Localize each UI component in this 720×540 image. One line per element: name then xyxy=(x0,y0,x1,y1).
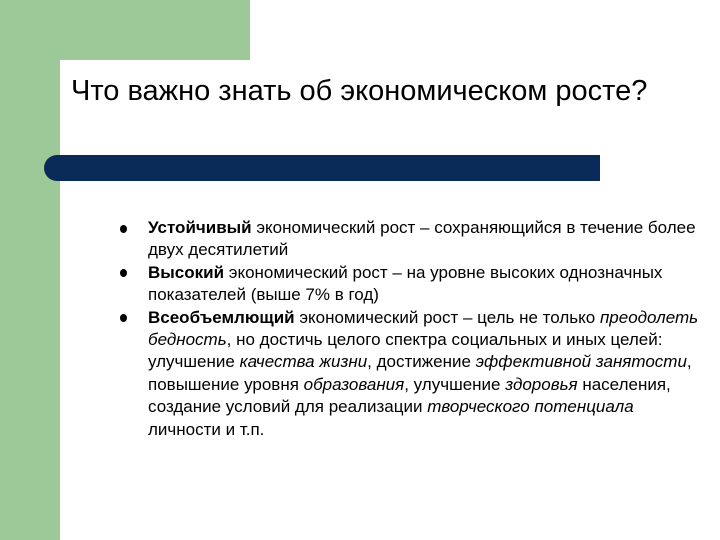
bullet-emphasis: образования xyxy=(303,374,405,394)
bullet-text: , повышение уровня xyxy=(148,352,692,394)
bullet-text: , улучшение xyxy=(404,374,506,394)
bullet-emphasis: преодолеть бедность xyxy=(148,307,699,350)
bullet-text: , но достичь целого спектра социальных и иных целей: улучшение xyxy=(148,330,663,372)
bullet-item-inclusive xyxy=(118,307,708,441)
bullet-item-high xyxy=(118,262,708,307)
bullet-text: экономический рост – сохраняющийся в течение более двух десятилетий xyxy=(148,218,696,260)
bullet-keyword: Устойчивый xyxy=(148,218,252,237)
bullet-emphasis: эффективной занятости xyxy=(475,352,687,372)
bullet-emphasis: творческого потенциала xyxy=(427,397,634,417)
bullet-list xyxy=(118,217,708,441)
bullet-dot-icon xyxy=(120,314,127,322)
decorative-green-strip-left xyxy=(0,0,60,540)
slide-title: Что важно знать об экономическом росте? xyxy=(71,75,648,107)
bullet-text: экономический рост – на уровне высоких однозначных показателей (выше 7% в год) xyxy=(148,262,663,305)
bullet-text: личности и т.п. xyxy=(148,419,265,439)
title-underline-bar xyxy=(44,155,600,181)
bullet-dot-icon xyxy=(120,225,127,233)
bullet-text: населения, создание условий для реализации xyxy=(148,374,671,417)
bullet-text: , достижение xyxy=(367,352,476,372)
bullet-item-sustainable xyxy=(118,217,708,262)
bullet-keyword: Всеобъемлющий xyxy=(148,307,295,327)
bullet-dot-icon xyxy=(120,269,127,277)
bullet-keyword: Высокий xyxy=(148,262,225,282)
bullet-text: экономический рост – цель не только xyxy=(294,307,600,327)
bullet-emphasis: качества жизни xyxy=(239,352,368,372)
bullet-emphasis: здоровья xyxy=(505,374,578,394)
